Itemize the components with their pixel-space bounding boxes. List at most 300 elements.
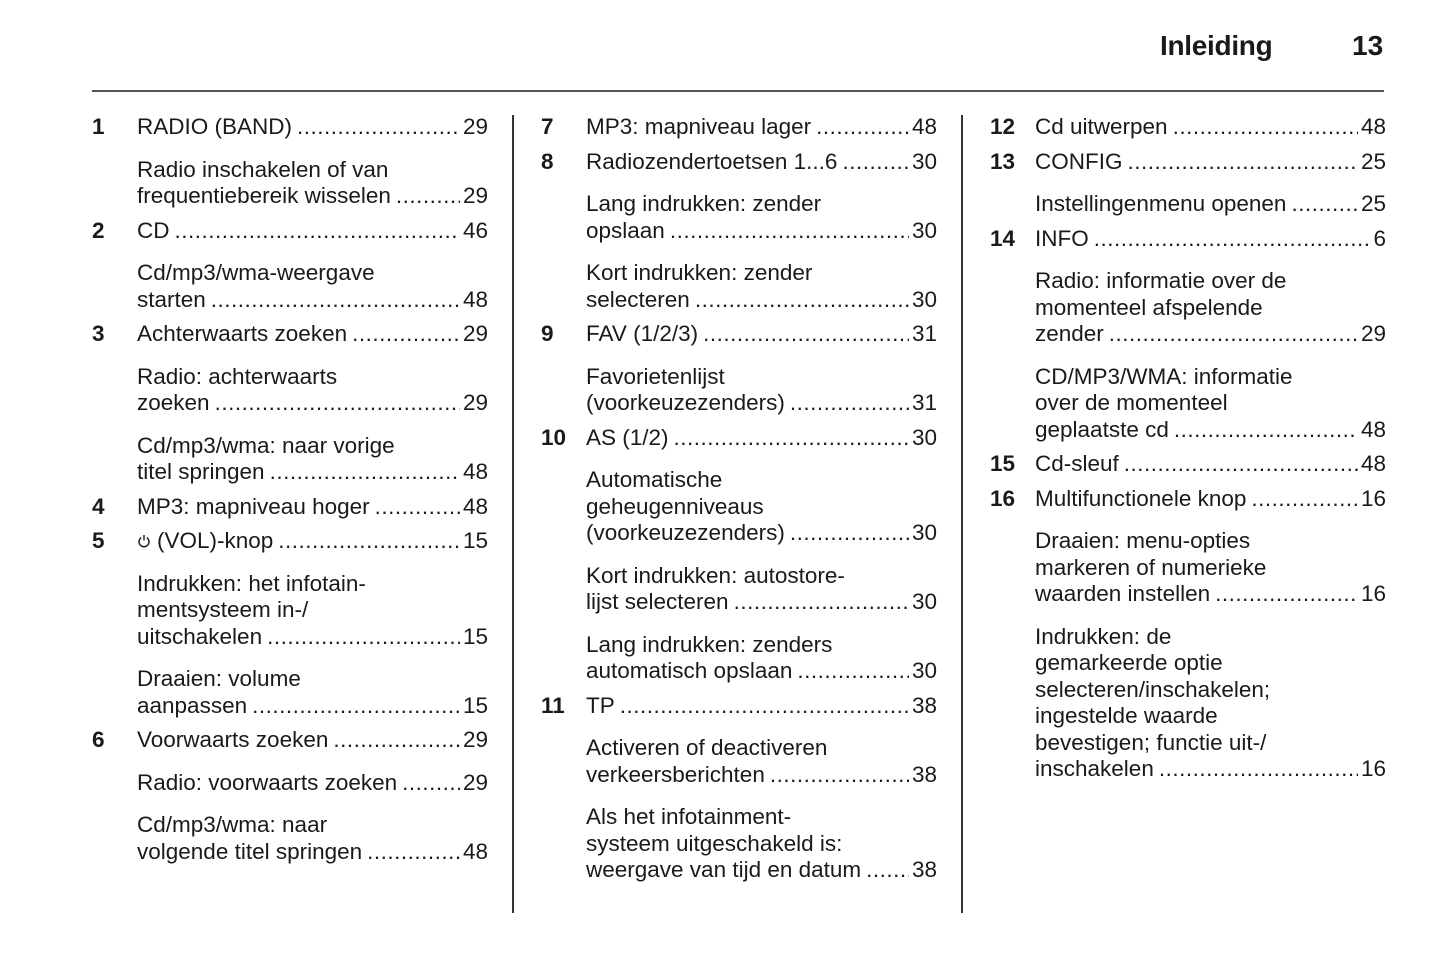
entry-line [1035,528,1386,555]
index-subentry[interactable] [541,364,937,417]
page-reference-link[interactable]: 25 [1360,148,1386,174]
entry-label: Cd/mp3/wma: naar [137,812,328,837]
index-subentry[interactable] [541,632,937,685]
entry-label: titel springen [137,459,265,484]
page-reference-link[interactable]: 48 [1360,114,1386,139]
entry-line [1035,114,1386,141]
entry-line [137,157,488,184]
entry-label: waarden instellen [1035,581,1211,606]
index-entry[interactable] [990,451,1386,478]
entry-label: ingestelde waarde [1035,703,1218,728]
entry-label: Radiozendertoetsen 1...6 [586,148,838,174]
entry-text [137,459,265,486]
entry-line [586,260,937,287]
index-subentry[interactable] [92,571,488,651]
page-number: 13 [1352,30,1384,61]
entry-label: Automatische [586,467,723,492]
page-reference-link[interactable]: 15 [462,623,488,649]
entry-line [586,589,937,616]
entry-line [586,831,937,858]
entry-text [1035,364,1293,391]
page-reference-link[interactable]: 16 [1360,485,1386,511]
dot-leader [620,693,909,720]
dot-leader [790,390,909,417]
entry-line [586,364,937,391]
entry-label: Radio: informatie over de [1035,268,1287,293]
index-entry[interactable] [92,494,488,521]
entry-line [137,459,488,486]
entry-label: uitschakelen [137,623,263,649]
entry-text [1035,417,1169,444]
entry-line [137,770,488,797]
entry-label: Cd/mp3/wma: naar vorige [137,432,395,458]
entry-label: gemarkeerde optie [1035,650,1223,675]
page-reference-link[interactable]: 29 [462,727,488,752]
dot-leader [352,321,460,348]
entry-body [137,770,488,797]
page-reference-link[interactable]: 48 [1360,451,1386,476]
page-reference-link[interactable]: 16 [1360,756,1386,781]
entry-text [1035,730,1266,757]
entry-body [586,114,937,141]
page-reference-link[interactable]: 29 [462,183,488,208]
entry-line [1035,364,1386,391]
page-reference-link[interactable]: 30 [911,520,937,545]
entry-text [1035,703,1218,730]
entry-body [586,191,937,244]
page-reference-link[interactable]: 29 [462,769,488,795]
entry-label: (voorkeuzezenders) [586,520,785,545]
index-subentry[interactable] [92,433,488,486]
page-reference-link[interactable]: 30 [911,424,937,450]
entry-text [586,520,785,547]
dot-leader [1215,581,1358,608]
entry-label: zender [1035,321,1104,346]
entry-text [137,597,308,624]
entry-line [137,528,488,555]
index-subentry[interactable] [92,157,488,210]
section-title: Inleiding [1160,30,1273,61]
index-subentry[interactable] [541,191,937,244]
entry-text [137,666,301,693]
entry-text [1035,114,1168,141]
entry-text [586,693,615,720]
entry-body [137,157,488,210]
entry-label: Kort indrukken: zender [586,260,813,285]
entry-body [1035,226,1386,253]
entry-text [586,804,791,831]
page-reference-link[interactable]: 29 [462,390,488,415]
entry-text [586,563,845,590]
index-subentry[interactable] [92,364,488,417]
dot-leader [670,218,909,245]
page-reference-link[interactable]: 38 [911,692,937,718]
entry-line [586,693,937,720]
entry-body [1035,364,1386,444]
entry-text [586,735,827,762]
page-reference-link[interactable]: 31 [911,390,937,415]
entry-label: MP3: mapniveau hoger [137,493,370,519]
entry-label: INFO [1035,225,1089,251]
entry-text [137,260,375,287]
entry-number: 2 [92,217,105,243]
entry-line [586,762,937,789]
entry-line [137,260,488,287]
dot-leader [866,857,909,884]
entry-text [1035,149,1123,176]
index-entry[interactable] [541,321,937,348]
dot-leader [267,624,460,651]
entry-line [137,494,488,521]
entry-text [137,812,327,839]
entry-number: 6 [92,727,105,752]
entry-label: mentsysteem in-/ [137,597,309,622]
entry-text [1035,390,1228,417]
header-divider [92,90,1384,92]
page-reference-link[interactable]: 25 [1360,191,1386,216]
entry-body [586,364,937,417]
dot-leader [211,287,460,314]
entry-label: automatisch opslaan [586,658,793,683]
entry-body [1035,191,1386,218]
entry-line [1035,756,1386,783]
entry-text [137,494,370,521]
page-reference-link[interactable]: 48 [462,838,488,864]
page-reference-link[interactable]: 48 [462,286,488,312]
entry-body [1035,149,1386,176]
entry-line [586,632,937,659]
entry-label: lijst selecteren [586,589,729,614]
entry-line [137,364,488,391]
page-reference-link[interactable]: 30 [911,286,937,312]
entry-text [137,390,210,417]
index-subentry[interactable] [541,260,937,313]
entry-body [137,494,488,521]
entry-body [137,321,488,348]
entry-label: Favorietenlijst [586,363,725,389]
entry-number: 10 [541,424,567,450]
dot-leader [695,287,909,314]
entry-line [137,571,488,598]
entry-text [1035,581,1210,608]
entry-line [137,321,488,348]
page-reference-link[interactable]: 46 [462,217,488,243]
entry-body [137,528,488,555]
entry-label: RADIO (BAND) [137,114,293,139]
index-entry[interactable] [541,425,937,452]
entry-number: 15 [990,451,1016,476]
entry-body [586,735,937,788]
entry-text [586,494,764,521]
entry-line [137,183,488,210]
entry-label: CD [137,217,170,243]
index-subentry[interactable] [541,804,937,884]
entry-text [586,191,821,218]
entry-label: zoeken [137,390,210,415]
entry-text [586,658,792,685]
dot-leader [396,183,460,210]
page-reference-link[interactable]: 30 [911,217,937,243]
index-subentry[interactable] [92,260,488,313]
entry-line [586,735,937,762]
entry-line [1035,451,1386,478]
index-entry[interactable] [990,486,1386,513]
entry-number: 16 [990,485,1016,511]
page-reference-link[interactable]: 29 [462,114,488,139]
page-reference-link[interactable]: 30 [911,589,937,614]
entry-label: Als het infotainment- [586,804,792,829]
dot-leader [1173,114,1358,141]
entry-label: Achterwaarts zoeken [137,321,348,346]
entry-text [586,467,722,494]
entry-number: 3 [92,321,105,346]
entry-line [1035,703,1386,730]
entry-text [1035,677,1270,704]
entry-number: 9 [541,321,554,346]
entry-text [586,287,690,314]
dot-leader [816,114,909,141]
page-reference-link[interactable]: 30 [911,658,937,683]
entry-label: over de momenteel [1035,390,1228,415]
entry-text [137,433,395,460]
index-column-1 [92,114,488,865]
entry-body [586,425,937,452]
index-subentry[interactable] [541,735,937,788]
entry-label: Cd/mp3/wma-weergave [137,260,375,285]
entry-line [137,693,488,720]
entry-text [1035,268,1286,295]
entry-number: 12 [990,114,1016,139]
entry-label: Kort indrukken: autostore- [586,562,845,588]
page-reference-link[interactable]: 30 [911,148,937,174]
entry-text [1035,555,1266,582]
entry-text [586,114,811,141]
entry-line [1035,417,1386,444]
entry-label: systeem uitgeschakeld is: [586,830,843,856]
entry-text [1035,528,1250,555]
entry-label: volgende titel springen [137,838,363,864]
index-entry[interactable] [541,149,937,176]
dot-leader [1128,149,1358,176]
column-divider [512,115,514,913]
dot-leader [1291,191,1358,218]
entry-label: AS (1/2) [586,424,669,450]
entry-text [586,857,861,884]
entry-body [137,433,488,486]
dot-leader [674,425,909,452]
dot-leader [797,658,909,685]
page-reference-link[interactable]: 38 [911,761,937,787]
page-reference-link[interactable]: 15 [462,692,488,718]
index-subentry[interactable] [990,624,1386,783]
index-entry[interactable] [92,218,488,245]
index-entry[interactable] [92,114,488,141]
dot-leader [1094,226,1371,253]
entry-label: Indrukken: het infotain- [137,570,366,596]
entry-body [137,571,488,651]
entry-text [586,321,698,348]
page-reference-link[interactable]: 31 [911,321,937,346]
dot-leader [215,390,460,417]
entry-line [1035,295,1386,322]
page-reference-link[interactable]: 29 [1360,321,1386,346]
entry-label: CONFIG [1035,148,1123,174]
index-subentry[interactable] [92,770,488,797]
entry-text [157,528,273,555]
entry-label: Draaien: menu-opties [1035,528,1251,553]
index-entry[interactable] [990,114,1386,141]
dot-leader [375,494,460,521]
entry-number: 8 [541,148,554,174]
index-subentry[interactable] [990,364,1386,444]
dot-leader [402,770,460,797]
entry-line [586,494,937,521]
index-subentry[interactable] [541,563,937,616]
entry-text [1035,295,1263,322]
page-reference-link[interactable]: 48 [462,459,488,484]
column-divider [961,115,963,913]
entry-label: verkeersberichten [586,761,765,787]
entry-body [586,693,937,720]
entry-text [137,218,170,245]
dot-leader [297,114,460,141]
entry-text [586,632,832,659]
dot-leader [333,727,460,754]
index-entry[interactable] [990,226,1386,253]
entry-label: Radio: voorwaarts zoeken [137,769,398,795]
entry-line [586,563,937,590]
entry-text [137,287,206,314]
index-entry[interactable] [92,727,488,754]
index-entry[interactable] [541,114,937,141]
page-reference-link[interactable]: 29 [462,321,488,346]
index-subentry[interactable] [92,666,488,719]
page-reference-link[interactable]: 48 [462,493,488,519]
page-reference-link[interactable]: 16 [1360,581,1386,606]
entry-text [586,364,725,391]
entry-body [586,321,937,348]
dot-leader [1109,321,1358,348]
entry-line [1035,268,1386,295]
index-subentry[interactable] [92,812,488,865]
entry-label: MP3: mapniveau lager [586,114,812,139]
dot-leader [703,321,909,348]
index-entry[interactable] [92,528,488,555]
entry-text [586,762,765,789]
entry-label: opslaan [586,217,665,243]
entry-label: momenteel afspelende [1035,294,1263,320]
entry-text [1035,624,1171,651]
entry-line [1035,581,1386,608]
index-subentry[interactable] [990,191,1386,218]
entry-line [586,218,937,245]
entry-line [586,114,937,141]
entry-text [586,390,785,417]
index-entry[interactable] [92,321,488,348]
entry-body [1035,114,1386,141]
entry-line [137,727,488,754]
entry-body [137,218,488,245]
entry-line [1035,677,1386,704]
entry-label: CD/MP3/WMA: informatie [1035,363,1293,389]
entry-label: Multifunctionele knop [1035,485,1247,511]
entry-text [586,218,665,245]
entry-label: weergave van tijd en datum [586,857,862,882]
entry-number: 7 [541,114,554,139]
entry-body [1035,268,1386,348]
page-reference-link[interactable]: 6 [1373,225,1386,251]
entry-line [586,520,937,547]
entry-text [137,114,292,141]
entry-label: starten [137,286,206,312]
entry-number: 1 [92,114,105,139]
page-reference-link[interactable]: 38 [911,857,937,882]
entry-text [586,149,837,176]
index-entry[interactable] [990,149,1386,176]
index-entry[interactable] [541,693,937,720]
entry-body [137,666,488,719]
entry-line [586,390,937,417]
entry-label: Voorwaarts zoeken [137,727,329,752]
entry-text [1035,226,1089,253]
index-subentry[interactable] [541,467,937,547]
entry-line [586,425,937,452]
entry-text [1035,191,1286,218]
entry-text [137,364,337,391]
page-reference-link[interactable]: 15 [462,528,488,553]
dot-leader [1159,756,1358,783]
entry-line [1035,555,1386,582]
entry-label: TP [586,692,615,718]
entry-label: Cd-sleuf [1035,451,1119,476]
index-subentry[interactable] [990,528,1386,608]
entry-line [137,812,488,839]
entry-label: frequentiebereik wisselen [137,183,391,208]
dot-leader [270,459,460,486]
index-column-2 [541,114,937,884]
dot-leader [1174,417,1358,444]
entry-line [137,839,488,866]
entry-body [586,563,937,616]
index-subentry[interactable] [990,268,1386,348]
page-reference-link[interactable]: 48 [1360,416,1386,442]
entry-text [1035,321,1104,348]
entry-body [137,812,488,865]
entry-text [586,260,812,287]
entry-label: selecteren [586,286,690,312]
entry-label: FAV (1/2/3) [586,321,699,346]
entry-body [586,260,937,313]
entry-line [137,218,488,245]
entry-line [586,804,937,831]
dot-leader [367,839,460,866]
entry-line [586,149,937,176]
entry-line [1035,650,1386,677]
entry-body [1035,528,1386,608]
entry-line [586,191,937,218]
entry-body [1035,451,1386,478]
entry-label: (voorkeuzezenders) [586,390,785,415]
entry-line [1035,149,1386,176]
entry-label: geplaatste cd [1035,416,1169,442]
entry-body [137,260,488,313]
page-reference-link[interactable]: 48 [911,114,937,139]
entry-line [137,287,488,314]
entry-label: Draaien: volume [137,666,301,691]
entry-text [1035,486,1246,513]
dot-leader [1124,451,1358,478]
entry-text [137,624,262,651]
